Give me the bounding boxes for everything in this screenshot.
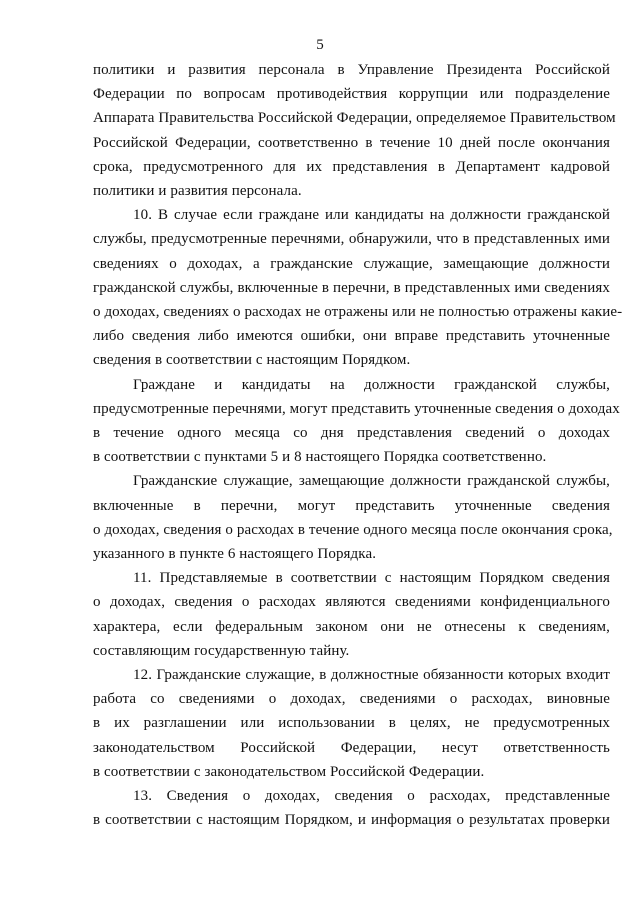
page-number: 5	[316, 37, 324, 53]
text-line: гражданской службы, включенные в перечни, в представленных ими сведениях	[93, 279, 610, 296]
text-line: 13. Сведения о доходах, сведения о расходах, представленные	[133, 788, 610, 805]
text-line: службы, предусмотренные перечнями, обнаружили, что в представленных ими	[93, 231, 610, 248]
text-line: сведениях о доходах, а гражданские служащие, замещающие должности	[93, 255, 610, 272]
text-line: о доходах, сведения о расходах являются сведениями конфиденциального	[93, 594, 610, 611]
text-line: о доходах, сведениях о расходах не отражены или не полностью отражены какие-	[93, 304, 623, 321]
text-line: в соответствии с пунктами 5 и 8 настоящего Порядка соответственно.	[93, 449, 547, 466]
text-line: работа со сведениями о доходах, сведениями о расходах, виновные	[93, 691, 610, 708]
paragraph	[93, 58, 616, 203]
text-line: в соответствии с законодательством Российской Федерации.	[93, 763, 485, 780]
text-line: предусмотренные перечнями, могут представить уточненные сведения о доходах	[93, 400, 620, 417]
paragraph	[93, 203, 623, 372]
text-line: Аппарата Правительства Российской Федерации, определяемое Правительством	[93, 110, 616, 127]
text-line: характера, если федеральным законом они не отнесены к сведениям,	[93, 618, 610, 635]
text-line: о доходах, сведения о расходах в течение одного месяца после окончания срока,	[93, 521, 613, 538]
document-body	[93, 58, 623, 833]
text-line: законодательством Российской Федерации, несут ответственность	[93, 739, 610, 756]
text-line: в соответствии с настоящим Порядком, и информация о результатах проверки	[93, 812, 610, 829]
text-line: в их разглашении или использовании в целях, не предусмотренных	[93, 715, 610, 732]
text-line: включенные в перечни, могут представить уточненные сведения	[93, 497, 610, 514]
text-line: Российской Федерации, соответственно в течение 10 дней после окончания	[93, 134, 610, 151]
text-line: либо сведения либо имеются ошибки, они вправе представить уточненные	[93, 328, 610, 345]
text-line: 11. Представляемые в соответствии с настоящим Порядком сведения	[133, 570, 610, 587]
paragraph	[93, 469, 613, 566]
text-line: политики и развития персонала в Управление Президента Российской	[93, 62, 610, 78]
text-line: политики и развития персонала.	[93, 183, 302, 200]
text-line: составляющим государственную тайну.	[93, 642, 350, 659]
text-line: Федерации по вопросам противодействия коррупции или подразделение	[93, 86, 610, 103]
text-line: указанного в пункте 6 настоящего Порядка.	[93, 546, 377, 563]
paragraph	[93, 784, 610, 832]
paragraph	[93, 373, 620, 470]
text-line: Граждане и кандидаты на должности гражданской службы,	[133, 376, 610, 393]
text-line: срока, предусмотренного для их представления в Департамент кадровой	[93, 158, 610, 175]
text-line: Гражданские служащие, замещающие должности гражданской службы,	[133, 473, 610, 490]
text-line: сведения в соответствии с настоящим Порядком.	[93, 352, 411, 369]
paragraph	[93, 566, 610, 663]
text-line: в течение одного месяца со дня представления сведений о доходах	[93, 425, 610, 442]
paragraph	[93, 663, 610, 784]
text-line: 10. В случае если граждане или кандидаты на должности гражданской	[133, 207, 610, 224]
text-line: 12. Гражданские служащие, в должностные обязанности которых входит	[133, 667, 610, 684]
